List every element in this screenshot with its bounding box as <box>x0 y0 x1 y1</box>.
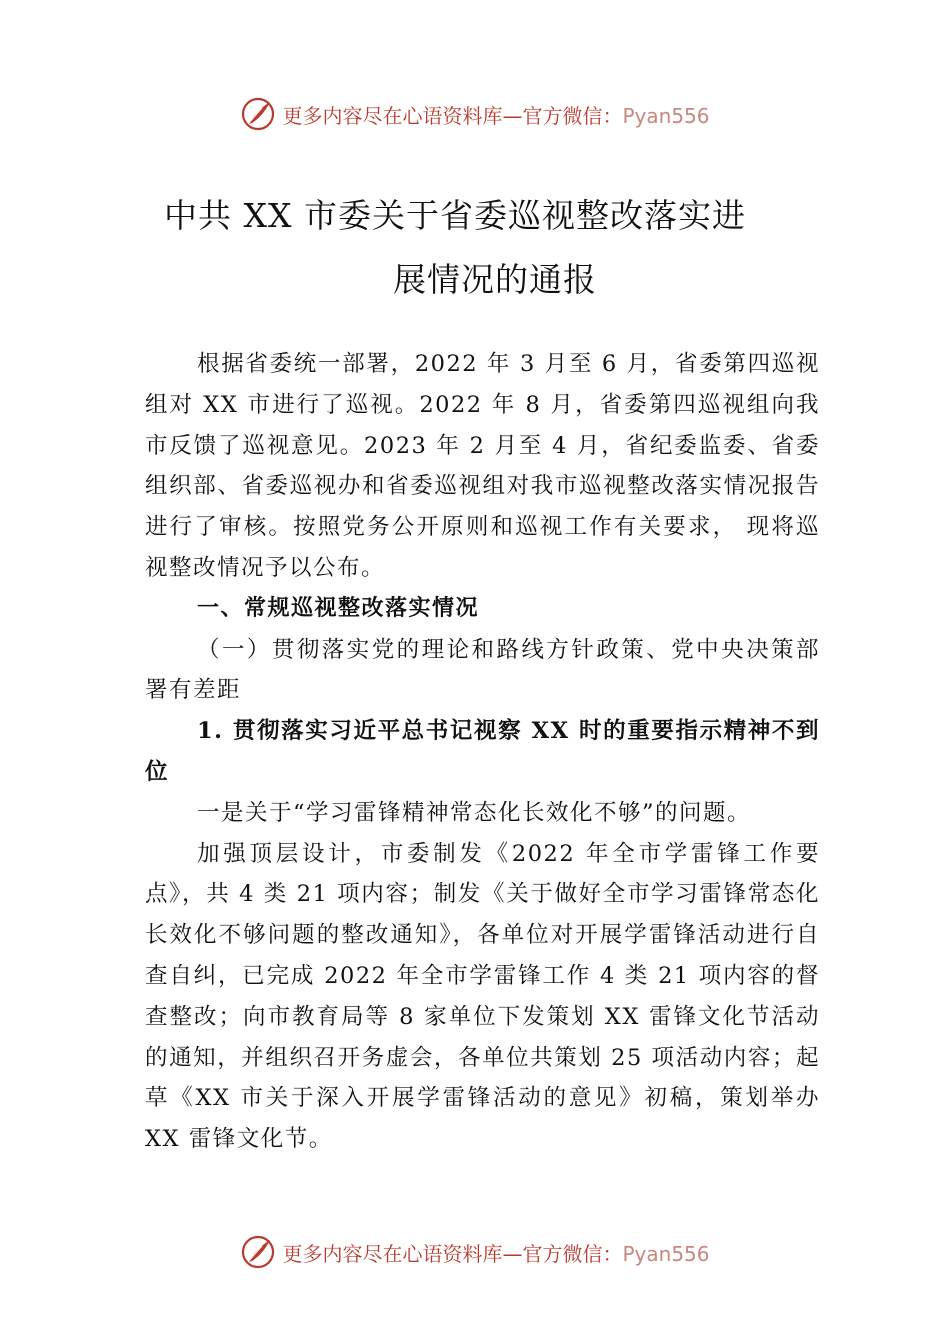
header-banner <box>0 92 950 136</box>
wechat-id: Pyan556 <box>622 1241 710 1266</box>
quill-pen-logo-icon <box>240 1234 276 1270</box>
point-one: 一是关于“学习雷锋精神常态化长效化不够”的问题。 <box>197 799 752 826</box>
footer-banner <box>0 1230 950 1274</box>
intro-paragraph: 根据省委统一部署，2022 年 3 月至 6 月，省委第四巡视组对 XX 市进行了巡视。2022 年 8 月，省委第四巡视组向我市反馈了巡视意见。2023 年 2 月至 4 月，省纪委监委、省委组织部、省委巡视办和省委巡视组对我市巡视整改落实情况报告进行了审核。按照党务公开原则和巡视工作有关要求， 现将巡视整改情况予以公布。 <box>145 351 820 581</box>
body-paragraph: 加强顶层设计，市委制发《2022 年全市学雷锋工作要点》，共 4 类 21 项内容；制发《关于做好全市学习雷锋常态化长效化不够问题的整改通知》，各单位对开展学雷锋活动进行自查自纠，已完成 2022 年全市学雷锋工作 4 类 21 项内容的督查整改；向市教育局等 8 家单位下发策划 XX 雷锋文化节活动的通知，并组织召开务虚会，各单位共策划 25 项活动内容；起草《XX 市关于深入开展学雷锋活动的意见》初稿，策划举办 XX 雷锋文化节。 <box>145 840 820 1153</box>
section-heading-2: （一）贯彻落实党的理论和路线方针政策、党中央决策部署有差距 <box>145 636 820 704</box>
banner-text: 更多内容尽在心语资料库—官方微信：Pyan556 <box>282 1241 710 1266</box>
document-body <box>145 344 820 1160</box>
wechat-id: Pyan556 <box>622 103 710 128</box>
banner-text: 更多内容尽在心语资料库—官方微信：Pyan556 <box>282 103 710 128</box>
section-heading-3: 1. 贯彻落实习近平总书记视察 XX 时的重要指示精神不到位 <box>145 718 820 785</box>
section-heading-1: 一、常规巡视整改落实情况 <box>197 595 480 621</box>
document-title-line-2: 展情况的通报 <box>393 260 597 299</box>
document-title-line-1: 中共 XX 市委关于省委巡视整改落实进 <box>164 196 746 235</box>
quill-pen-logo-icon <box>240 96 276 132</box>
